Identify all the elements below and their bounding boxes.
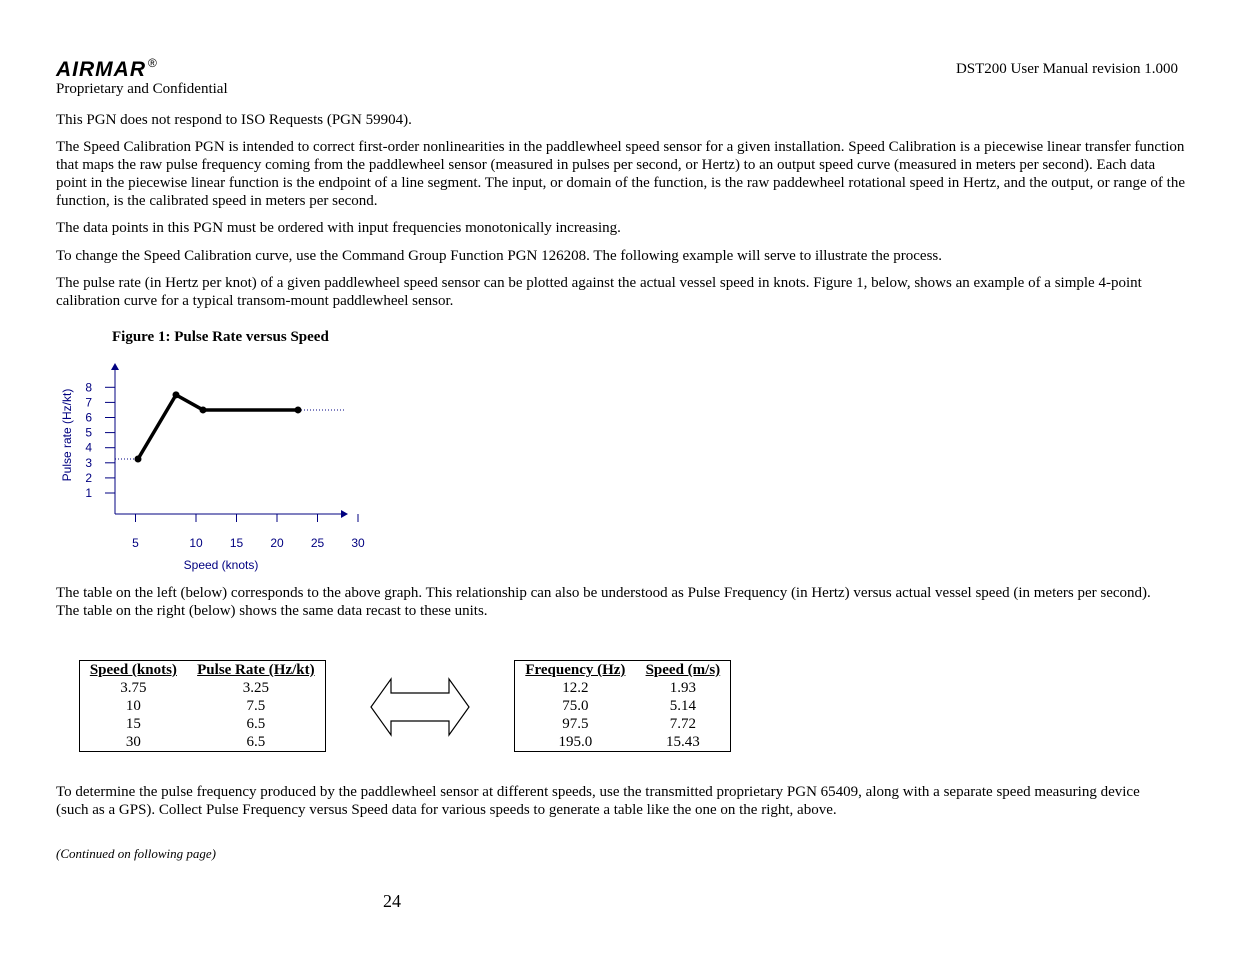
paragraph-iso-requests: This PGN does not respond to ISO Requests (PGN 59904). — [56, 112, 412, 128]
data-point — [200, 406, 207, 413]
y-tick-label: 6 — [85, 410, 92, 425]
paragraph-command-group: To change the Speed Calibration curve, use the Command Group Function PGN 126208. The following example will serve to illustrate the process. — [56, 248, 942, 264]
document-title: DST200 User Manual revision 1.000 — [955, 61, 1178, 77]
x-axis-arrow — [341, 510, 348, 518]
y-tick-label: 5 — [85, 425, 92, 440]
data-point — [135, 456, 142, 463]
table-row — [515, 733, 731, 752]
y-tick-label: 4 — [85, 440, 92, 455]
table-cell: 5.14 — [669, 698, 696, 714]
frequency-speed-header-row — [515, 661, 731, 680]
page-number: 24 — [383, 891, 401, 911]
table-row — [80, 697, 326, 715]
data-point — [173, 391, 180, 398]
table-cell: 3.25 — [242, 680, 269, 696]
paragraph-speed-calibration: The Speed Calibration PGN is intended to correct first-order nonlinearities in the paddlewheel speed sensor for a given installation. Speed Calibration is a piecewise linear transfer function that maps the raw pulse frequency coming from the paddlewheel sensor (measured in pulses per second, or Hertz) to an output speed curve (measured in meters per second). Each data point in the piecewise linear function is the endpoint of a line segment. The input, or domain of the function, is the raw paddewheel rotational speed in Hertz, and the output, or range of the function, is the calibrated speed in meters per second. — [56, 139, 1185, 209]
table-cell: 15 — [125, 716, 141, 732]
table-cell: 1.93 — [669, 680, 696, 696]
double-arrow-icon — [368, 676, 472, 738]
airmar-logo — [56, 56, 158, 82]
paragraph-ordering: The data points in this PGN must be ordered with input frequencies monotonically increasing. — [56, 220, 621, 236]
table-cell: 12.2 — [562, 680, 589, 696]
table-row — [80, 679, 326, 697]
confidentiality-note: Proprietary and Confidential — [56, 81, 228, 97]
table-cell: 195.0 — [558, 734, 593, 750]
table-row — [515, 679, 731, 697]
speed-pulse-column-header: Speed (knots) — [89, 662, 177, 678]
y-axis-label: Pulse rate (Hz/kt) — [60, 388, 74, 482]
table-row — [515, 715, 731, 733]
paragraph-pulse-frequency: To determine the pulse frequency produced by the paddlewheel sensor at different speeds, use the transmitted proprietary PGN 65409, along with a separate speed measuring device (such as a GPS). Collect Pulse Frequency versus Speed data for various speeds to generate a table like the one on the right, above. — [56, 784, 1140, 818]
continued-note: (Continued on following page) — [56, 846, 216, 861]
frequency-speed-column-header: Speed (m/s) — [645, 662, 721, 678]
paragraph-pulse-rate: The pulse rate (in Hertz per knot) of a given paddlewheel speed sensor can be plotted against the actual vessel speed in knots. Figure 1, below, shows an example of a simple 4-point calibration curve for a typical transom-mount paddlewheel sensor. — [56, 275, 1142, 309]
table-row — [515, 697, 731, 715]
table-cell: 75.0 — [562, 698, 589, 714]
y-tick-label: 1 — [85, 486, 92, 500]
table-cell: 6.5 — [246, 734, 266, 750]
table-cell: 10 — [125, 698, 141, 714]
table-cell: 7.72 — [669, 716, 696, 732]
x-tick-label: 10 — [189, 536, 203, 550]
table-cell: 3.75 — [120, 680, 147, 696]
speed-pulse-column-header: Pulse Rate (Hz/kt) — [197, 662, 315, 678]
table-cell: 30 — [125, 734, 141, 750]
table-row — [80, 733, 326, 752]
frequency-speed-column-header: Frequency (Hz) — [525, 662, 626, 678]
x-tick-label: 30 — [351, 536, 365, 550]
data-point — [295, 406, 302, 413]
x-tick-label: 15 — [229, 536, 244, 550]
table-row — [80, 715, 326, 733]
y-tick-label: 3 — [85, 455, 92, 470]
table-cell: 7.5 — [246, 698, 266, 714]
table-speed-pulse — [79, 660, 326, 752]
x-tick-label: 5 — [132, 536, 139, 550]
x-tick-label: 20 — [270, 536, 284, 550]
registered-mark: ® — [148, 56, 158, 70]
x-axis-label: Speed (knots) — [183, 558, 259, 572]
pulse-rate-chart — [55, 360, 365, 575]
y-tick-label: 2 — [85, 470, 92, 485]
table-cell: 6.5 — [246, 716, 266, 732]
table-frequency-speed — [514, 660, 731, 752]
speed-pulse-header-row — [80, 661, 326, 680]
x-tick-label: 25 — [310, 536, 325, 550]
y-tick-label: 8 — [85, 380, 92, 395]
table-cell: 15.43 — [666, 734, 700, 750]
series-line — [138, 395, 298, 459]
y-tick-label: 7 — [85, 395, 92, 410]
figure-caption: Figure 1: Pulse Rate versus Speed — [112, 329, 329, 345]
y-axis-arrow — [111, 363, 119, 370]
brand-name: AIRMAR — [56, 58, 146, 81]
table-cell: 97.5 — [562, 716, 589, 732]
paragraph-table-explanation: The table on the left (below) corresponds to the above graph. This relationship can also be understood as Pulse Frequency (in Hertz) versus actual vessel speed (in meters per second). The table on the right (below) shows the same data recast to these units. — [56, 585, 1151, 619]
